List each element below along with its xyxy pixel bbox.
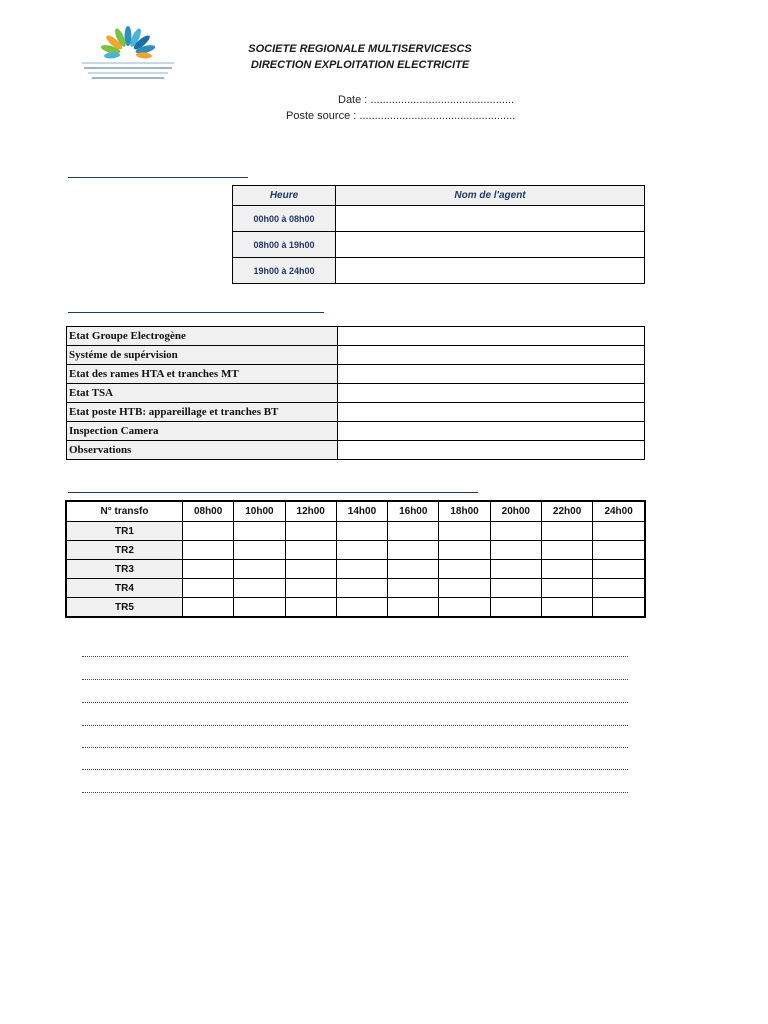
company-title: SOCIETE REGIONALE MULTISERVICESCS	[248, 43, 472, 55]
column-header-hour: 08h00	[183, 501, 234, 522]
reading-cell[interactable]	[285, 560, 336, 579]
reading-cell[interactable]	[285, 598, 336, 618]
table-row	[233, 232, 645, 258]
agent-name-cell[interactable]	[336, 232, 645, 258]
note-line[interactable]	[82, 792, 628, 793]
table-header-row	[233, 186, 645, 206]
section-divider	[68, 312, 324, 313]
transfo-label: TR5	[66, 598, 183, 618]
table-row	[66, 522, 645, 541]
reading-cell[interactable]	[285, 579, 336, 598]
table-row	[66, 579, 645, 598]
column-header-hour: 14h00	[336, 501, 387, 522]
shift-hours: 08h00 à 19h00	[233, 232, 336, 258]
flower-logo-icon	[68, 24, 188, 90]
table-row	[66, 598, 645, 618]
reading-cell[interactable]	[336, 560, 387, 579]
transfo-label: TR4	[66, 579, 183, 598]
table-row	[67, 384, 645, 403]
reading-cell[interactable]	[234, 579, 285, 598]
reading-cell[interactable]	[490, 560, 541, 579]
reading-cell[interactable]	[593, 541, 645, 560]
reading-cell[interactable]	[593, 560, 645, 579]
reading-cell[interactable]	[439, 560, 490, 579]
reading-cell[interactable]	[490, 541, 541, 560]
reading-cell[interactable]	[183, 522, 234, 541]
note-line[interactable]	[82, 747, 628, 748]
status-value-cell[interactable]	[338, 384, 645, 403]
transfo-label: TR3	[66, 560, 183, 579]
column-header-agent: Nom de l'agent	[336, 186, 645, 206]
column-header-hour: 18h00	[439, 501, 490, 522]
column-header-hour: 12h00	[285, 501, 336, 522]
transfo-label: TR1	[66, 522, 183, 541]
reading-cell[interactable]	[541, 560, 592, 579]
reading-cell[interactable]	[285, 522, 336, 541]
reading-cell[interactable]	[234, 522, 285, 541]
shift-table	[232, 185, 645, 284]
transfo-label: TR2	[66, 541, 183, 560]
status-label: Etat poste HTB: appareillage et tranches BT	[67, 403, 338, 422]
table-row	[233, 206, 645, 232]
shift-hours: 19h00 à 24h00	[233, 258, 336, 284]
reading-cell[interactable]	[439, 522, 490, 541]
status-value-cell[interactable]	[338, 403, 645, 422]
table-row	[66, 541, 645, 560]
reading-cell[interactable]	[183, 560, 234, 579]
table-row	[67, 403, 645, 422]
reading-cell[interactable]	[234, 560, 285, 579]
table-row	[67, 327, 645, 346]
reading-cell[interactable]	[593, 522, 645, 541]
section-divider	[68, 177, 248, 178]
column-header-hour: 10h00	[234, 501, 285, 522]
note-line[interactable]	[82, 656, 628, 657]
reading-cell[interactable]	[593, 598, 645, 618]
reading-cell[interactable]	[388, 560, 439, 579]
status-value-cell[interactable]	[338, 422, 645, 441]
reading-cell[interactable]	[439, 541, 490, 560]
reading-cell[interactable]	[183, 598, 234, 618]
column-header-hour: 22h00	[541, 501, 592, 522]
reading-cell[interactable]	[183, 541, 234, 560]
note-line[interactable]	[82, 725, 628, 726]
table-row	[67, 422, 645, 441]
reading-cell[interactable]	[388, 522, 439, 541]
reading-cell[interactable]	[336, 522, 387, 541]
column-header-hour: 20h00	[490, 501, 541, 522]
status-value-cell[interactable]	[338, 327, 645, 346]
agent-name-cell[interactable]	[336, 206, 645, 232]
reading-cell[interactable]	[234, 598, 285, 618]
note-line[interactable]	[82, 702, 628, 703]
reading-cell[interactable]	[439, 579, 490, 598]
poste-source-field[interactable]: Poste source : ...................................................	[286, 110, 516, 122]
status-value-cell[interactable]	[338, 365, 645, 384]
status-label: Observations	[67, 441, 338, 460]
reading-cell[interactable]	[388, 579, 439, 598]
table-row	[66, 560, 645, 579]
status-label: Etat des rames HTA et tranches MT	[67, 365, 338, 384]
status-label: Etat Groupe Electrogène	[67, 327, 338, 346]
status-value-cell[interactable]	[338, 346, 645, 365]
direction-title: DIRECTION EXPLOITATION ELECTRICITE	[250, 59, 470, 71]
date-field[interactable]: Date : ...............................................	[338, 94, 515, 106]
reading-cell[interactable]	[541, 598, 592, 618]
company-logo	[68, 24, 188, 90]
column-header-hour: 16h00	[388, 501, 439, 522]
transformer-table	[65, 500, 646, 618]
reading-cell[interactable]	[285, 541, 336, 560]
column-header-transfo: N° transfo	[66, 501, 183, 522]
reading-cell[interactable]	[336, 579, 387, 598]
status-table	[66, 326, 645, 460]
table-row	[67, 441, 645, 460]
status-value-cell[interactable]	[338, 441, 645, 460]
status-label: Systéme de supérvision	[67, 346, 338, 365]
reading-cell[interactable]	[388, 598, 439, 618]
status-label: Inspection Camera	[67, 422, 338, 441]
agent-name-cell[interactable]	[336, 258, 645, 284]
reading-cell[interactable]	[336, 541, 387, 560]
reading-cell[interactable]	[490, 598, 541, 618]
table-header-row	[66, 501, 645, 522]
reading-cell[interactable]	[234, 541, 285, 560]
reading-cell[interactable]	[490, 522, 541, 541]
table-row	[67, 365, 645, 384]
reading-cell[interactable]	[183, 579, 234, 598]
status-label: Etat TSA	[67, 384, 338, 403]
reading-cell[interactable]	[593, 579, 645, 598]
section-divider	[68, 492, 478, 493]
reading-cell[interactable]	[336, 598, 387, 618]
table-row	[233, 258, 645, 284]
reading-cell[interactable]	[541, 541, 592, 560]
column-header-hour: 24h00	[593, 501, 645, 522]
reading-cell[interactable]	[388, 541, 439, 560]
reading-cell[interactable]	[541, 522, 592, 541]
reading-cell[interactable]	[439, 598, 490, 618]
reading-cell[interactable]	[541, 579, 592, 598]
note-line[interactable]	[82, 679, 628, 680]
table-row	[67, 346, 645, 365]
column-header-heure: Heure	[233, 186, 336, 206]
reading-cell[interactable]	[490, 579, 541, 598]
shift-hours: 00h00 à 08h00	[233, 206, 336, 232]
note-line[interactable]	[82, 769, 628, 770]
